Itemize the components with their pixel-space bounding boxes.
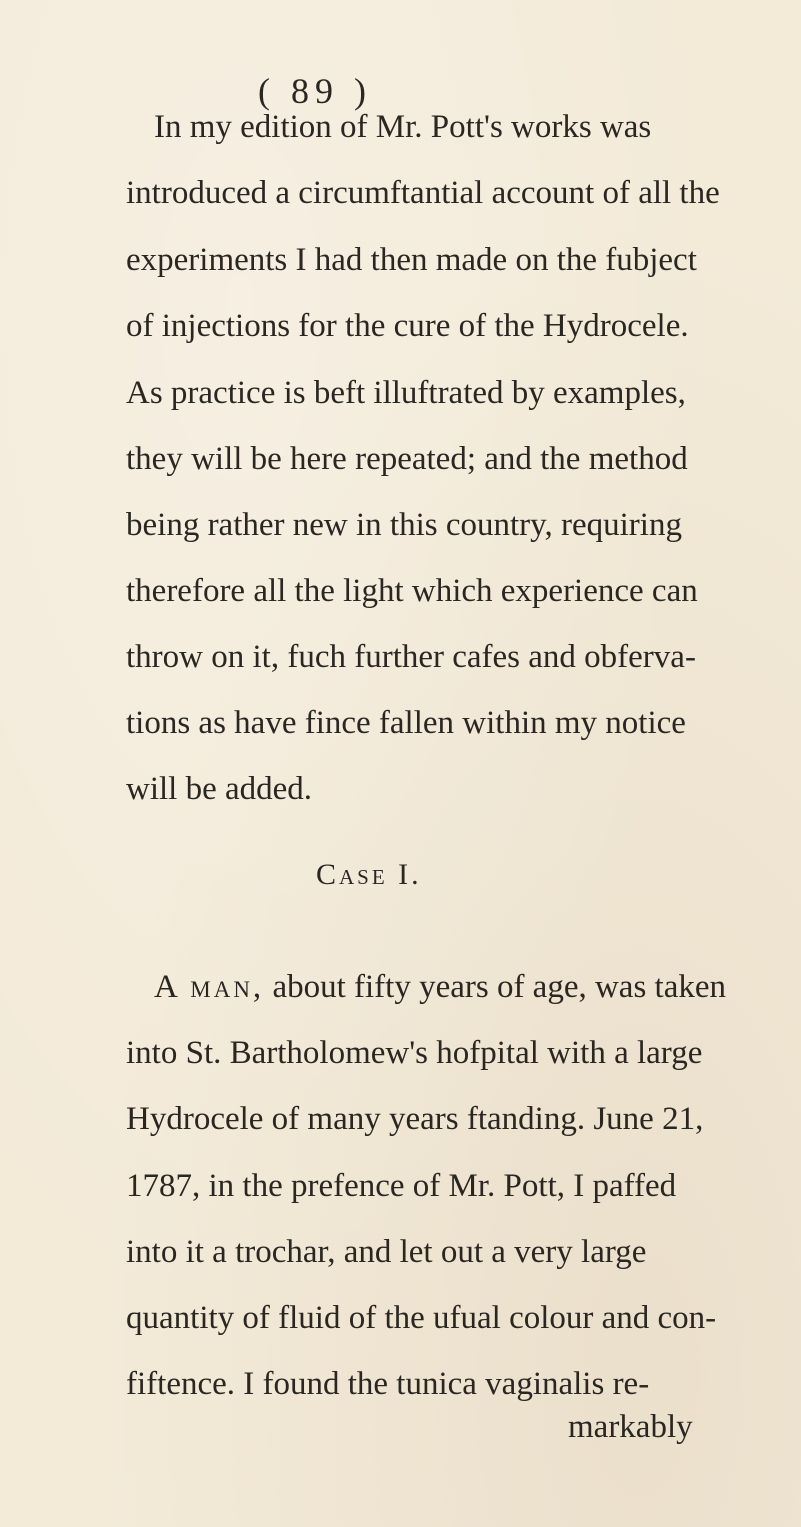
book-page: ( 89 ) In my edition of Mr. Pott's works was introduced a circumftantial account of all the experiments I had then made on the fubject of injections for the cure of the Hydrocele. As practice is beft illuftrated by examples, they will be here repeated; and the method being rather new in this country, requiring therefore all the light which experience can throw on it, fuch further cafes and obferva- tions as have fince fallen within my notice will be added. Case I. A man, about fifty years of age, was taken into St. Bartholomew's hofpital with a large Hydrocele of many years ftanding. June 21, 1787, in the prefence of Mr. Pott, I paffed into it a trochar, and let out a very large quantity of fluid of the ufual colour and con- fiftence. I found the tunica vaginalis re- [0, 0, 801, 1527]
case-heading: Case I. [316, 858, 422, 891]
catchword: markably [568, 1409, 693, 1445]
lead-in-words: A man, [154, 969, 265, 1005]
page-number: ( 89 ) [258, 71, 372, 111]
